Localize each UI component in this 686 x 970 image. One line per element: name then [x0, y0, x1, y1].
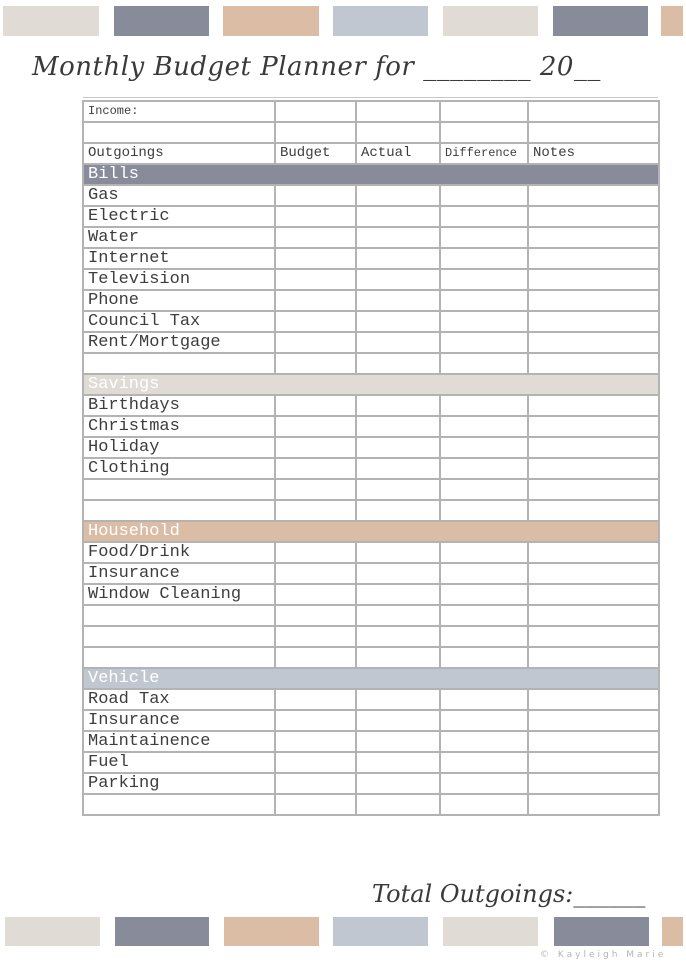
budget-cell[interactable]: [275, 437, 356, 458]
table-row: [83, 731, 659, 752]
difference-cell[interactable]: [440, 311, 528, 332]
budget-cell[interactable]: [275, 269, 356, 290]
actual-cell[interactable]: [356, 311, 440, 332]
difference-cell[interactable]: [440, 248, 528, 269]
notes-cell[interactable]: [528, 773, 659, 794]
copyright-text: © Kayleigh Marie: [540, 950, 667, 960]
actual-cell[interactable]: [356, 332, 440, 353]
budget-cell[interactable]: [275, 248, 356, 269]
actual-cell[interactable]: [356, 605, 440, 626]
actual-cell[interactable]: [356, 689, 440, 710]
notes-cell[interactable]: [528, 731, 659, 752]
notes-cell[interactable]: [528, 185, 659, 206]
budget-cell[interactable]: [275, 500, 356, 521]
actual-cell[interactable]: [356, 290, 440, 311]
actual-cell[interactable]: [356, 773, 440, 794]
actual-cell[interactable]: [356, 353, 440, 374]
actual-cell[interactable]: [356, 206, 440, 227]
header-outgoings: Outgoings: [83, 143, 275, 164]
item-label: Internet: [83, 248, 275, 269]
table-row: [83, 290, 659, 311]
budget-cell[interactable]: [275, 731, 356, 752]
notes-cell[interactable]: [528, 647, 659, 668]
difference-cell[interactable]: [440, 626, 528, 647]
actual-cell[interactable]: [356, 416, 440, 437]
table-row: [83, 311, 659, 332]
actual-cell[interactable]: [356, 563, 440, 584]
budget-cell[interactable]: [275, 395, 356, 416]
income-blank-cell[interactable]: [275, 122, 356, 143]
item-label[interactable]: [83, 479, 275, 500]
header-budget: Budget: [275, 143, 356, 164]
table-row: [83, 416, 659, 437]
actual-cell[interactable]: [356, 542, 440, 563]
swatch-stone: [3, 6, 99, 36]
table-row: [83, 458, 659, 479]
notes-cell[interactable]: [528, 458, 659, 479]
budget-cell[interactable]: [275, 479, 356, 500]
actual-cell[interactable]: [356, 731, 440, 752]
budget-cell[interactable]: [275, 311, 356, 332]
actual-cell[interactable]: [356, 185, 440, 206]
difference-cell[interactable]: [440, 353, 528, 374]
item-label[interactable]: [83, 626, 275, 647]
swatch-stone: [5, 917, 100, 946]
actual-cell[interactable]: [356, 227, 440, 248]
notes-cell[interactable]: [528, 710, 659, 731]
top-color-swatches: [0, 6, 686, 36]
table-row: [83, 647, 659, 668]
notes-cell[interactable]: [528, 290, 659, 311]
income-blank-cell[interactable]: [440, 122, 528, 143]
item-label: Insurance: [83, 710, 275, 731]
item-label: Maintainence: [83, 731, 275, 752]
income-row: [83, 101, 659, 122]
notes-cell[interactable]: [528, 206, 659, 227]
income-blank-row: [83, 122, 659, 143]
swatch-peach: [224, 917, 319, 946]
swatch-mist: [333, 917, 428, 946]
notes-cell[interactable]: [528, 626, 659, 647]
difference-cell[interactable]: [440, 395, 528, 416]
budget-cell[interactable]: [275, 332, 356, 353]
budget-cell[interactable]: [275, 185, 356, 206]
income-blank-cell[interactable]: [356, 122, 440, 143]
budget-cell[interactable]: [275, 353, 356, 374]
actual-cell[interactable]: [356, 500, 440, 521]
column-header-row: [83, 143, 659, 164]
difference-cell[interactable]: [440, 752, 528, 773]
item-label: Insurance: [83, 563, 275, 584]
notes-cell[interactable]: [528, 227, 659, 248]
income-difference-cell[interactable]: [440, 101, 528, 122]
item-label: Fuel: [83, 752, 275, 773]
table-row: [83, 353, 659, 374]
item-label[interactable]: [83, 605, 275, 626]
table-row: [83, 752, 659, 773]
table-row: [83, 332, 659, 353]
budget-cell[interactable]: [275, 626, 356, 647]
difference-cell[interactable]: [440, 458, 528, 479]
item-label: Gas: [83, 185, 275, 206]
budget-cell[interactable]: [275, 563, 356, 584]
section-header-savings: [83, 374, 659, 395]
section-header-bills: [83, 164, 659, 185]
difference-cell[interactable]: [440, 185, 528, 206]
difference-cell[interactable]: [440, 227, 528, 248]
swatch-slate: [554, 917, 649, 946]
income-actual-cell[interactable]: [356, 101, 440, 122]
actual-cell[interactable]: [356, 794, 440, 815]
budget-cell[interactable]: [275, 227, 356, 248]
income-label: Income:: [83, 101, 275, 122]
table-row: [83, 395, 659, 416]
header-actual: Actual: [356, 143, 440, 164]
difference-cell[interactable]: [440, 689, 528, 710]
difference-cell[interactable]: [440, 500, 528, 521]
notes-cell[interactable]: [528, 332, 659, 353]
section-title: Savings: [83, 374, 659, 395]
swatch-stone: [443, 917, 538, 946]
difference-cell[interactable]: [440, 563, 528, 584]
table-row: [83, 710, 659, 731]
income-budget-cell[interactable]: [275, 101, 356, 122]
income-blank-cell[interactable]: [528, 122, 659, 143]
table-row: [83, 794, 659, 815]
swatch-slate: [115, 917, 209, 946]
table-row: [83, 248, 659, 269]
table-row: [83, 206, 659, 227]
table-row: [83, 689, 659, 710]
header-difference: Difference: [440, 143, 528, 164]
section-title: Vehicle: [83, 668, 659, 689]
actual-cell[interactable]: [356, 458, 440, 479]
budget-cell[interactable]: [275, 206, 356, 227]
section-header-household: [83, 521, 659, 542]
swatch-mist: [333, 6, 428, 36]
item-label: Parking: [83, 773, 275, 794]
difference-cell[interactable]: [440, 479, 528, 500]
actual-cell[interactable]: [356, 710, 440, 731]
notes-cell[interactable]: [528, 248, 659, 269]
swatch-peach: [661, 6, 683, 36]
bottom-color-swatches: [0, 917, 686, 946]
section-title: Bills: [83, 164, 659, 185]
actual-cell[interactable]: [356, 626, 440, 647]
notes-cell[interactable]: [528, 752, 659, 773]
section-header-vehicle: [83, 668, 659, 689]
notes-cell[interactable]: [528, 395, 659, 416]
budget-cell[interactable]: [275, 416, 356, 437]
notes-cell[interactable]: [528, 353, 659, 374]
swatch-slate: [553, 6, 648, 36]
budget-cell[interactable]: [275, 710, 356, 731]
table-row: [83, 227, 659, 248]
item-label[interactable]: [83, 500, 275, 521]
difference-cell[interactable]: [440, 794, 528, 815]
budget-table: [82, 100, 660, 816]
notes-cell[interactable]: [528, 605, 659, 626]
table-row: [83, 542, 659, 563]
difference-cell[interactable]: [440, 290, 528, 311]
table-row: [83, 437, 659, 458]
budget-cell[interactable]: [275, 584, 356, 605]
difference-cell[interactable]: [440, 731, 528, 752]
item-label: Electric: [83, 206, 275, 227]
swatch-peach: [662, 917, 683, 946]
item-label: Christmas: [83, 416, 275, 437]
difference-cell[interactable]: [440, 206, 528, 227]
item-label: Food/Drink: [83, 542, 275, 563]
difference-cell[interactable]: [440, 773, 528, 794]
table-row: [83, 185, 659, 206]
difference-cell[interactable]: [440, 269, 528, 290]
difference-cell[interactable]: [440, 542, 528, 563]
section-title: Household: [83, 521, 659, 542]
item-label: Rent/Mortgage: [83, 332, 275, 353]
difference-cell[interactable]: [440, 584, 528, 605]
actual-cell[interactable]: [356, 479, 440, 500]
item-label[interactable]: [83, 794, 275, 815]
table-row: [83, 500, 659, 521]
table-row: [83, 584, 659, 605]
difference-cell[interactable]: [440, 416, 528, 437]
swatch-stone: [443, 6, 538, 36]
income-notes-cell[interactable]: [528, 101, 659, 122]
difference-cell[interactable]: [440, 437, 528, 458]
actual-cell[interactable]: [356, 647, 440, 668]
actual-cell[interactable]: [356, 269, 440, 290]
notes-cell[interactable]: [528, 311, 659, 332]
item-label: Road Tax: [83, 689, 275, 710]
budget-cell[interactable]: [275, 290, 356, 311]
notes-cell[interactable]: [528, 437, 659, 458]
item-label[interactable]: [83, 353, 275, 374]
item-label: Water: [83, 227, 275, 248]
difference-cell[interactable]: [440, 710, 528, 731]
actual-cell[interactable]: [356, 752, 440, 773]
item-label[interactable]: [83, 647, 275, 668]
page-title: Monthly Budget Planner for ________ 20__: [32, 52, 601, 82]
notes-cell[interactable]: [528, 500, 659, 521]
budget-cell[interactable]: [275, 458, 356, 479]
item-label: Phone: [83, 290, 275, 311]
header-notes: Notes: [528, 143, 659, 164]
budget-cell[interactable]: [275, 542, 356, 563]
item-label: Council Tax: [83, 311, 275, 332]
notes-cell[interactable]: [528, 584, 659, 605]
table-row: [83, 605, 659, 626]
table-row: [83, 773, 659, 794]
actual-cell[interactable]: [356, 248, 440, 269]
swatch-slate: [114, 6, 209, 36]
title-divider: [83, 97, 658, 98]
item-label: Window Cleaning: [83, 584, 275, 605]
total-outgoings-label: Total Outgoings:______: [372, 880, 646, 908]
budget-cell[interactable]: [275, 689, 356, 710]
item-label: Birthdays: [83, 395, 275, 416]
difference-cell[interactable]: [440, 605, 528, 626]
table-row: [83, 626, 659, 647]
swatch-peach: [223, 6, 319, 36]
notes-cell[interactable]: [528, 689, 659, 710]
table-row: [83, 479, 659, 500]
item-label: Television: [83, 269, 275, 290]
budget-cell[interactable]: [275, 605, 356, 626]
budget-cell[interactable]: [275, 752, 356, 773]
income-blank-cell[interactable]: [83, 122, 275, 143]
actual-cell[interactable]: [356, 395, 440, 416]
actual-cell[interactable]: [356, 437, 440, 458]
notes-cell[interactable]: [528, 542, 659, 563]
budget-cell[interactable]: [275, 794, 356, 815]
item-label: Clothing: [83, 458, 275, 479]
table-row: [83, 563, 659, 584]
difference-cell[interactable]: [440, 332, 528, 353]
notes-cell[interactable]: [528, 794, 659, 815]
notes-cell[interactable]: [528, 269, 659, 290]
table-row: [83, 269, 659, 290]
item-label: Holiday: [83, 437, 275, 458]
notes-cell[interactable]: [528, 563, 659, 584]
difference-cell[interactable]: [440, 647, 528, 668]
notes-cell[interactable]: [528, 416, 659, 437]
budget-cell[interactable]: [275, 647, 356, 668]
notes-cell[interactable]: [528, 479, 659, 500]
budget-cell[interactable]: [275, 773, 356, 794]
actual-cell[interactable]: [356, 584, 440, 605]
